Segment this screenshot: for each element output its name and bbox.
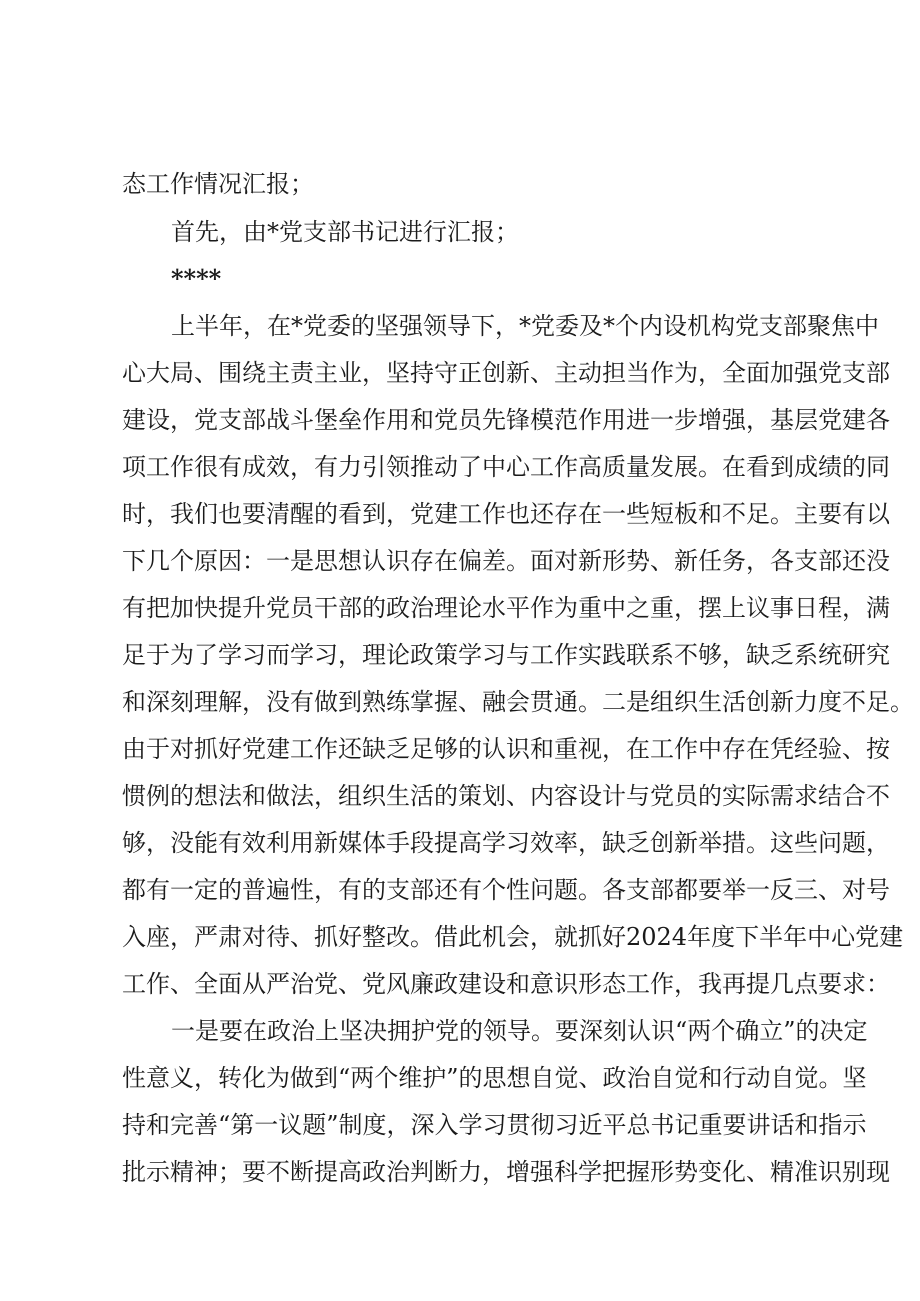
text-line: 建设，党支部战斗堡垒作用和党员先锋模范作用进一步增强，基层党建各: [122, 406, 890, 434]
section-marker: ****: [171, 264, 222, 293]
text-line: 入座，严肃对待、抓好整改。借此机会，就抓好2024年度下半年中心党建: [122, 923, 904, 951]
text-line: 有把加快提升党员干部的政治理论水平作为重中之重，摆上议事日程，满: [122, 594, 890, 622]
text-line: 上半年，在*党委的坚强领导下，*党委及*个内设机构党支部聚焦中: [171, 312, 879, 340]
text-line: 下几个原因：一是思想认识存在偏差。面对新形势、新任务，各支部还没: [122, 547, 890, 575]
text-line: 性意义，转化为做到“两个维护”的思想自觉、政治自觉和行动自觉。坚: [122, 1064, 867, 1092]
text-line: 够，没能有效利用新媒体手段提高学习效率，缺乏创新举措。这些问题，: [122, 829, 890, 857]
text-line: 批示精神；要不断提高政治判断力，增强科学把握形势变化、精准识别现: [122, 1158, 890, 1186]
text-line: 心大局、围绕主责主业，坚持守正创新、主动担当作为，全面加强党支部: [122, 359, 890, 387]
text-line: 时，我们也要清醒的看到，党建工作也还存在一些短板和不足。主要有以: [122, 500, 890, 528]
text-line: 惯例的想法和做法，组织生活的策划、内容设计与党员的实际需求结合不: [122, 782, 890, 810]
text-line: 和深刻理解，没有做到熟练掌握、融会贯通。二是组织生活创新力度不足。: [122, 688, 914, 716]
text-line: 持和完善“第一议题”制度，深入学习贯彻习近平总书记重要讲话和指示: [122, 1111, 867, 1139]
text-line: 态工作情况汇报；: [122, 170, 314, 198]
text-line: 足于为了学习而学习，理论政策学习与工作实践联系不够，缺乏系统研究: [122, 641, 890, 669]
text-line: 都有一定的普遍性，有的支部还有个性问题。各支部都要举一反三、对号: [122, 876, 890, 904]
text-line: 工作、全面从严治党、党风廉政建设和意识形态工作，我再提几点要求：: [122, 970, 890, 998]
text-line: 项工作很有成效，有力引领推动了中心工作高质量发展。在看到成绩的同: [122, 453, 890, 481]
text-line: 由于对抓好党建工作还缺乏足够的认识和重视，在工作中存在凭经验、按: [122, 735, 890, 763]
text-line: 一是要在政治上坚决拥护党的领导。要深刻认识“两个确立”的决定: [171, 1017, 868, 1045]
text-line: 首先，由*党支部书记进行汇报；: [171, 218, 519, 246]
